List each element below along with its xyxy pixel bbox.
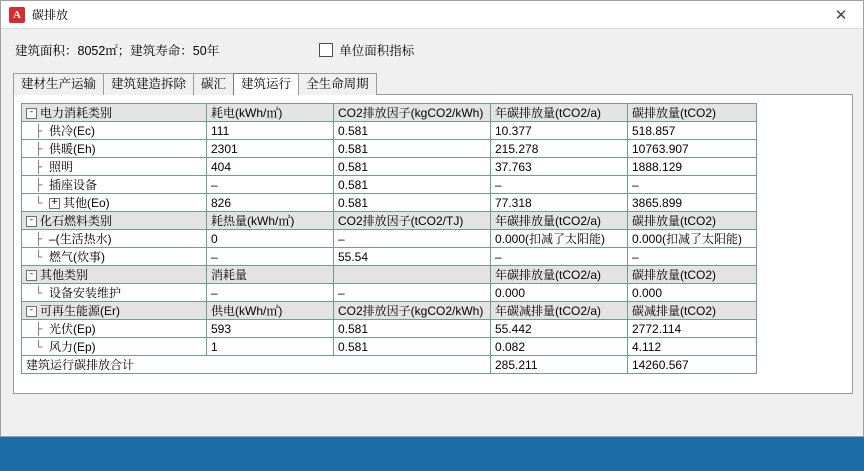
emission-table [21, 103, 757, 374]
cell-usage: 404 [207, 158, 334, 176]
cell-annual: 77.318 [491, 194, 628, 212]
cell-total: 0.000(扣减了太阳能) [628, 230, 757, 248]
table-row[interactable] [22, 212, 757, 230]
cell-factor: 0.581 [334, 158, 491, 176]
tree-branch-icon: └ [35, 286, 43, 300]
cell-usage: – [207, 176, 334, 194]
cell-text: 供冷(Ec) [49, 124, 95, 138]
cell-total: 2772.114 [628, 320, 757, 338]
cell-total: 碳排放量(tCO2) [628, 266, 757, 284]
cell-text: 可再生能源(Er) [40, 304, 120, 318]
table-row[interactable] [22, 194, 757, 212]
cell-usage: 消耗量 [207, 266, 334, 284]
tree-branch-icon: ├ [35, 178, 43, 192]
cell-factor: CO2排放因子(tCO2/TJ) [334, 212, 491, 230]
cell-factor: 0.581 [334, 176, 491, 194]
row-label[interactable] [22, 320, 207, 338]
tree-branch-icon: ├ [35, 322, 43, 336]
tree-branch-icon: ├ [35, 142, 43, 156]
checkbox-label: 单位面积指标 [339, 44, 415, 58]
total-label: 建筑运行碳排放合计 [22, 356, 491, 374]
cell-text: 其他类别 [40, 268, 89, 282]
collapse-toggle-icon[interactable]: - [26, 216, 37, 227]
table-row[interactable] [22, 302, 757, 320]
table-row[interactable] [22, 320, 757, 338]
building-info-text: 建筑面积：8052㎡；建筑寿命：50年 [15, 44, 220, 58]
row-label[interactable] [22, 158, 207, 176]
cell-usage: 耗热量(kWh/㎡) [207, 212, 334, 230]
cell-annual: 年碳排放量(tCO2/a) [491, 212, 628, 230]
table-row[interactable] [22, 176, 757, 194]
total-value: 14260.567 [628, 356, 757, 374]
table-total-row [22, 356, 757, 374]
cell-annual: 0.082 [491, 338, 628, 356]
row-label[interactable] [22, 104, 207, 122]
cell-total: 4.112 [628, 338, 757, 356]
cell-text: 其他(Eo) [63, 196, 110, 210]
cell-factor: 0.581 [334, 338, 491, 356]
cell-factor: 0.581 [334, 320, 491, 338]
cell-usage: 耗电(kWh/㎡) [207, 104, 334, 122]
cell-factor: 0.581 [334, 140, 491, 158]
cell-factor: – [334, 230, 491, 248]
cell-factor: 0.581 [334, 194, 491, 212]
collapse-toggle-icon[interactable]: - [26, 108, 37, 119]
table-row[interactable] [22, 284, 757, 302]
cell-total: 0.000 [628, 284, 757, 302]
cell-text: 设备安装维护 [49, 286, 122, 300]
cell-factor: CO2排放因子(kgCO2/kWh) [334, 302, 491, 320]
cell-total: – [628, 248, 757, 266]
total-annual: 285.211 [491, 356, 628, 374]
tab-carbon-sink[interactable]: 碳汇 [193, 73, 234, 95]
cell-text: –(生活热水) [49, 232, 112, 246]
cell-annual: – [491, 176, 628, 194]
cell-text: 插座设备 [49, 178, 98, 192]
cell-annual: 0.000 [491, 284, 628, 302]
cell-annual: 年碳排放量(tCO2/a) [491, 104, 628, 122]
window-title: 碳排放 [32, 8, 69, 22]
window-titlebar [1, 1, 863, 29]
row-label[interactable] [22, 284, 207, 302]
cell-factor: – [334, 284, 491, 302]
cell-total: 10763.907 [628, 140, 757, 158]
tab-construction-demolition[interactable]: 建筑建造拆除 [103, 73, 194, 95]
tree-branch-icon: ├ [35, 160, 43, 174]
cell-usage: 供电(kWh/㎡) [207, 302, 334, 320]
cell-usage: 1 [207, 338, 334, 356]
cell-usage: 2301 [207, 140, 334, 158]
cell-text: 照明 [49, 160, 74, 174]
cell-text: 燃气(炊事) [49, 250, 105, 264]
cell-total: 3865.899 [628, 194, 757, 212]
cell-annual: 55.442 [491, 320, 628, 338]
tab-material-production[interactable]: 建材生产运输 [13, 73, 104, 95]
cell-usage: 593 [207, 320, 334, 338]
tree-branch-icon: └ [35, 250, 43, 264]
tree-branch-icon: └ [35, 340, 43, 354]
unit-area-checkbox[interactable] [319, 41, 414, 59]
cell-text: 供暖(Eh) [49, 142, 96, 156]
cell-usage: – [207, 248, 334, 266]
tab-building-operation[interactable]: 建筑运行 [233, 73, 299, 95]
cell-usage: 0 [207, 230, 334, 248]
cell-total: – [628, 176, 757, 194]
table-row[interactable] [22, 104, 757, 122]
table-row[interactable] [22, 158, 757, 176]
cell-factor: 55.54 [334, 248, 491, 266]
cell-text: 光伏(Ep) [49, 322, 96, 336]
cell-usage: – [207, 284, 334, 302]
tree-branch-icon: ├ [35, 124, 43, 138]
close-icon[interactable]: ✕ [834, 5, 848, 24]
row-label[interactable] [22, 302, 207, 320]
cell-annual: 0.000(扣减了太阳能) [491, 230, 628, 248]
table-row[interactable] [22, 140, 757, 158]
tab-full-lifecycle[interactable]: 全生命周期 [298, 73, 377, 95]
tree-branch-icon: ├ [35, 232, 43, 246]
cell-text: 化石燃料类别 [40, 214, 113, 228]
cell-total: 碳减排量(tCO2) [628, 302, 757, 320]
window-body [1, 29, 863, 436]
collapse-toggle-icon[interactable]: - [26, 270, 37, 281]
cell-annual: 37.763 [491, 158, 628, 176]
table-row[interactable] [22, 338, 757, 356]
expand-toggle-icon[interactable]: + [50, 197, 59, 208]
cell-text: 风力(Ep) [49, 340, 96, 354]
row-label[interactable] [22, 176, 207, 194]
cell-annual: 10.377 [491, 122, 628, 140]
tab-bar [13, 73, 863, 95]
row-label[interactable] [22, 212, 207, 230]
cell-annual: 215.278 [491, 140, 628, 158]
cell-annual: 年碳减排量(tCO2/a) [491, 302, 628, 320]
row-label[interactable] [22, 338, 207, 356]
cell-total: 1888.129 [628, 158, 757, 176]
table-row[interactable] [22, 266, 757, 284]
row-label[interactable] [22, 140, 207, 158]
cell-text: 电力消耗类别 [40, 106, 113, 120]
app-icon: A [9, 7, 25, 23]
cell-factor: 0.581 [334, 122, 491, 140]
row-label[interactable] [22, 194, 207, 212]
row-label[interactable] [22, 266, 207, 284]
cell-factor [334, 266, 491, 284]
table-row[interactable] [22, 248, 757, 266]
tree-branch-icon: └ [35, 196, 43, 210]
table-row[interactable] [22, 230, 757, 248]
cell-annual: – [491, 248, 628, 266]
cell-total: 518.857 [628, 122, 757, 140]
cell-total: 碳排放量(tCO2) [628, 212, 757, 230]
row-label[interactable] [22, 122, 207, 140]
row-label[interactable] [22, 230, 207, 248]
checkbox-box[interactable] [319, 43, 333, 57]
row-label[interactable] [22, 248, 207, 266]
cell-annual: 年碳排放量(tCO2/a) [491, 266, 628, 284]
cell-total: 碳排放量(tCO2) [628, 104, 757, 122]
cell-usage: 111 [207, 122, 334, 140]
building-operation-panel [13, 94, 853, 394]
cell-usage: 826 [207, 194, 334, 212]
collapse-toggle-icon[interactable]: - [26, 306, 37, 317]
info-row [1, 29, 863, 67]
cell-factor: CO2排放因子(kgCO2/kWh) [334, 104, 491, 122]
table-row[interactable] [22, 122, 757, 140]
